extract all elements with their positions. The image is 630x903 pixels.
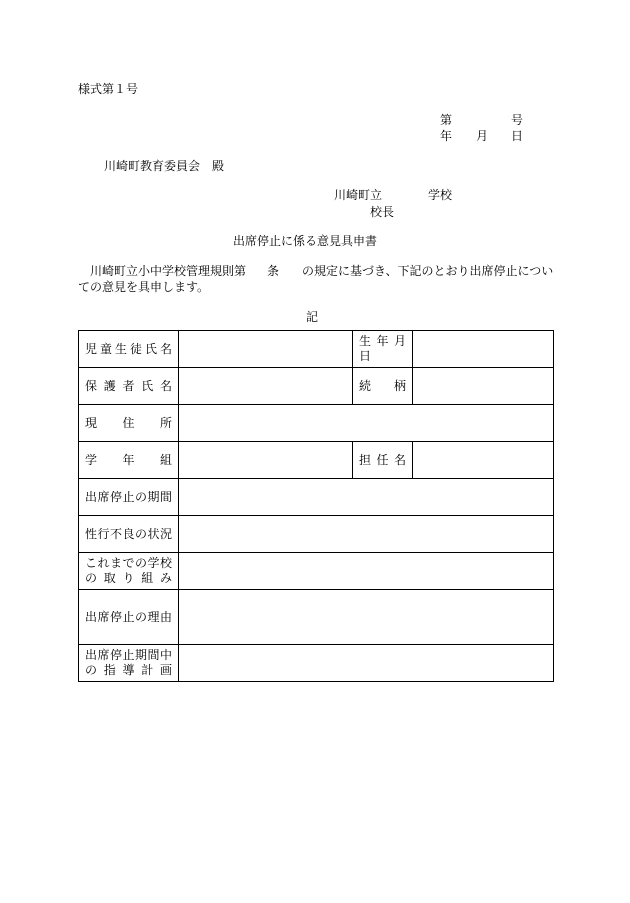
label-school-efforts-line1: これまでの学校 bbox=[85, 556, 172, 570]
form-number: 様式第１号 bbox=[78, 82, 139, 96]
label-student-name: 児童生徒氏名 bbox=[79, 331, 179, 368]
field-suspension-period[interactable] bbox=[179, 479, 554, 516]
field-school-efforts[interactable] bbox=[179, 553, 554, 590]
row-address bbox=[79, 405, 554, 442]
field-guidance-plan[interactable] bbox=[179, 645, 554, 682]
label-relation: 続 柄 bbox=[353, 368, 413, 405]
row-suspension-reason bbox=[79, 590, 554, 645]
label-birthdate: 生年月日 bbox=[353, 331, 413, 368]
doc-number-suffix: 号 bbox=[511, 113, 524, 127]
label-guardian-name: 保護者氏名 bbox=[79, 368, 179, 405]
body-line2: ての意見を具申します。 bbox=[78, 280, 210, 294]
field-address[interactable] bbox=[179, 405, 554, 442]
row-guidance-plan bbox=[79, 645, 554, 682]
field-birthdate[interactable] bbox=[413, 331, 554, 368]
label-guidance-plan-line1: 出席停止期間中 bbox=[85, 648, 172, 662]
label-address: 現住所 bbox=[79, 405, 179, 442]
addressee: 川崎町教育委員会 殿 bbox=[104, 159, 225, 173]
field-homeroom-teacher[interactable] bbox=[413, 442, 554, 479]
label-suspension-period: 出席停止の期間 bbox=[79, 479, 179, 516]
body-line1-c: の規定に基づき、下記のとおり出席停止につい bbox=[302, 264, 554, 278]
field-relation[interactable] bbox=[413, 368, 554, 405]
row-guardian bbox=[79, 368, 554, 405]
label-homeroom-teacher: 担任名 bbox=[353, 442, 413, 479]
field-grade-class[interactable] bbox=[179, 442, 353, 479]
label-grade-class: 学年組 bbox=[79, 442, 179, 479]
row-school-efforts bbox=[79, 553, 554, 590]
date-year: 年 bbox=[440, 129, 453, 143]
body-line1-b: 条 bbox=[267, 264, 280, 278]
field-misconduct-status[interactable] bbox=[179, 516, 554, 553]
body-line1-a: 川崎町立小中学校管理規則第 bbox=[90, 264, 247, 278]
field-student-name[interactable] bbox=[179, 331, 353, 368]
label-school-efforts-line2: の取り組み bbox=[85, 571, 172, 585]
field-suspension-reason[interactable] bbox=[179, 590, 554, 645]
label-misconduct-status: 性行不良の状況 bbox=[79, 516, 179, 553]
date-month: 月 bbox=[476, 129, 489, 143]
ki-heading: 記 bbox=[306, 310, 319, 324]
row-misconduct bbox=[79, 516, 554, 553]
form-table bbox=[78, 330, 554, 682]
doc-number-prefix: 第 bbox=[440, 113, 453, 127]
date-day: 日 bbox=[511, 129, 524, 143]
row-student bbox=[79, 331, 554, 368]
sender-school-prefix: 川崎町立 bbox=[334, 188, 383, 202]
sender-school-suffix: 学校 bbox=[428, 188, 453, 202]
field-guardian-name[interactable] bbox=[179, 368, 353, 405]
document-title: 出席停止に係る意見具申書 bbox=[233, 234, 378, 248]
label-school-efforts bbox=[79, 553, 179, 590]
label-guidance-plan-line2: の指導計画 bbox=[85, 663, 172, 677]
row-grade-class bbox=[79, 442, 554, 479]
label-guidance-plan bbox=[79, 645, 179, 682]
row-suspension-period bbox=[79, 479, 554, 516]
sender-principal: 校長 bbox=[370, 205, 395, 219]
label-suspension-reason: 出席停止の理由 bbox=[79, 590, 179, 645]
